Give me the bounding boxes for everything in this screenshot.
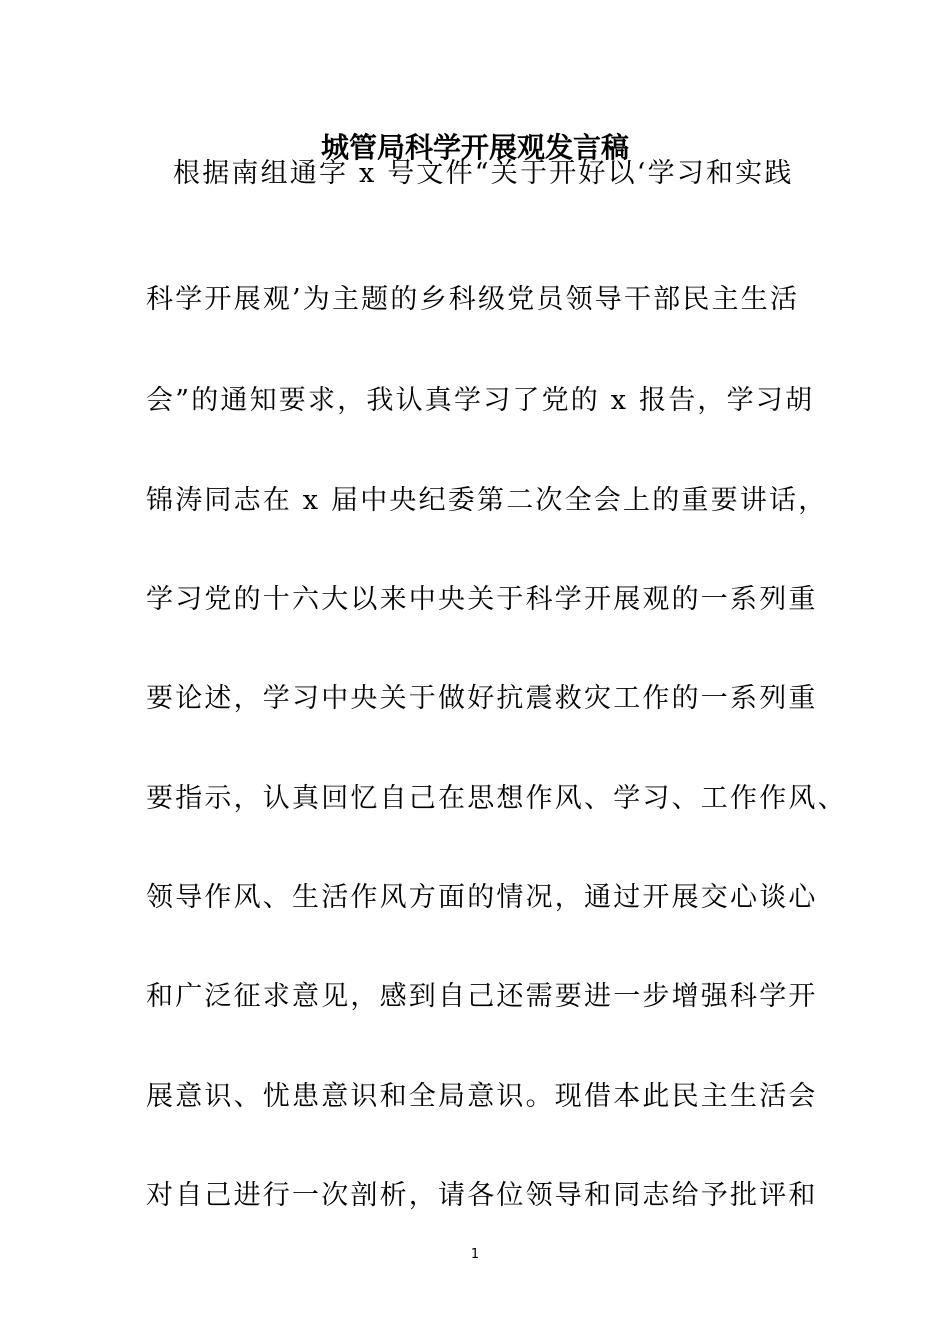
paragraph-line: 根据南组通字 x 号文件“关于开好以‘学习和实践 — [173, 158, 794, 189]
paragraph-line: 对自己进行一次剖析，请各位领导和同志给予批评和 — [146, 1180, 818, 1211]
document-title: 城管局科学开展观发言稿 — [320, 131, 629, 164]
paragraph-line: 要论述，学习中央关于做好抗震救灾工作的一系列重 — [146, 683, 818, 714]
page-number: 1 — [470, 1247, 480, 1262]
paragraph-line: 会”的通知要求，我认真学习了党的 x 报告，学习胡 — [146, 385, 815, 416]
paragraph-line: 学习党的十六大以来中央关于科学开展观的一系列重 — [146, 584, 818, 615]
paragraph-line: 锦涛同志在 x 届中央纪委第二次全会上的重要讲话， — [146, 485, 828, 516]
paragraph-line: 要指示，认真回忆自己在思想作风、学习、工作作风、 — [146, 783, 847, 814]
paragraph-line: 展意识、忧患意识和全局意识。现借本此民主生活会 — [146, 1081, 818, 1112]
paragraph-line: 和广泛征求意见，感到自己还需要进一步增强科学开 — [146, 981, 818, 1012]
paragraph-line: 科学开展观’为主题的乡科级党员领导干部民主生活 — [146, 284, 800, 315]
paragraph-line: 领导作风、生活作风方面的情况，通过开展交心谈心 — [146, 882, 818, 913]
